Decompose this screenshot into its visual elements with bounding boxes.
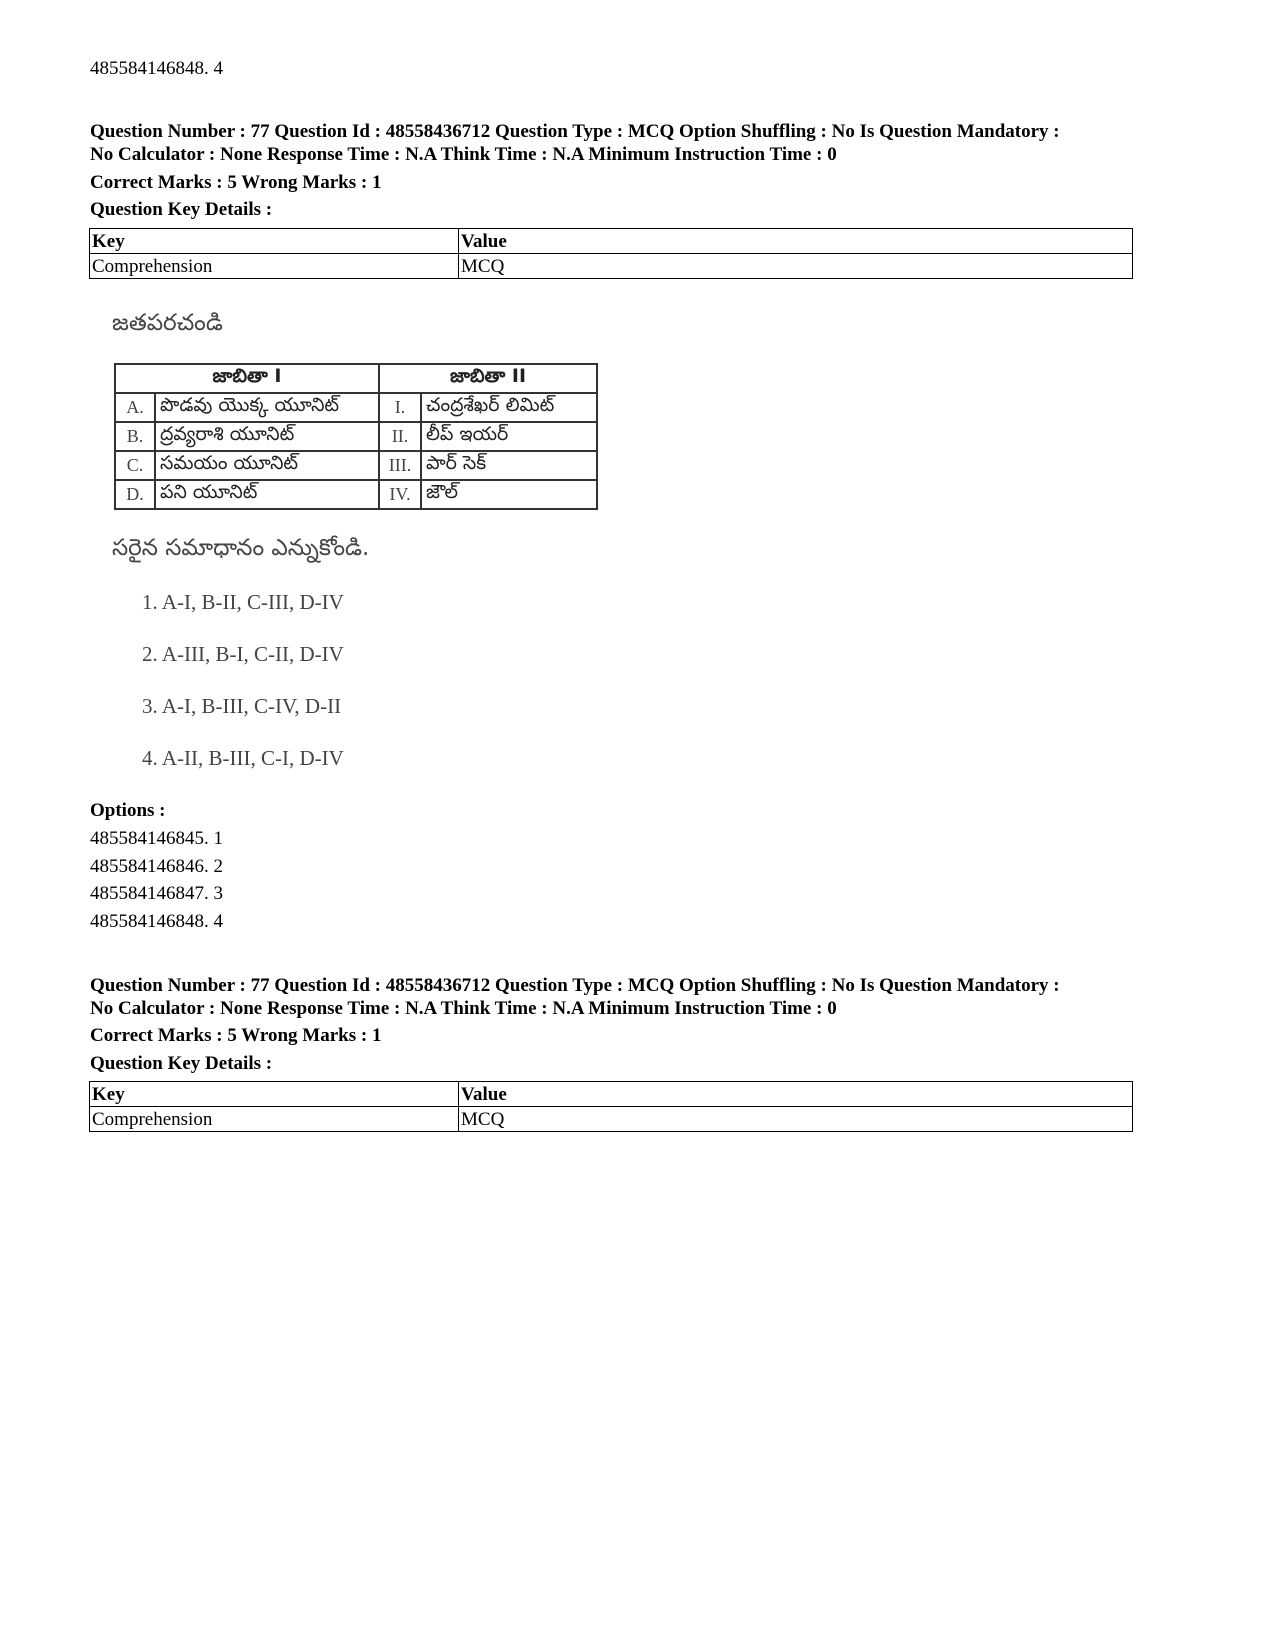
key-details-label: Question Key Details : <box>90 1053 273 1074</box>
list2-numeral: II. <box>379 422 421 451</box>
options-label: Options : <box>90 800 166 821</box>
list2-item: చంద్రశేఖర్ లిమిట్ <box>421 393 597 422</box>
list2-item: జౌల్ <box>421 480 597 509</box>
key-details-label: Question Key Details : <box>90 199 273 220</box>
match-row <box>115 451 597 480</box>
list2-header: జాబితా II <box>379 364 597 393</box>
match-table <box>114 363 598 510</box>
key-header: Key <box>90 1082 459 1107</box>
list2-numeral: I. <box>379 393 421 422</box>
choice-item: 2. A-III, B-I, C-II, D-IV <box>142 642 344 666</box>
match-row <box>115 422 597 451</box>
choice-item: 1. A-I, B-II, C-III, D-IV <box>142 590 344 614</box>
list1-letter: D. <box>115 480 155 509</box>
option-item: 485584146846. 2 <box>90 856 223 877</box>
option-item: 485584146847. 3 <box>90 883 223 904</box>
key-cell: Comprehension <box>90 1107 459 1132</box>
choice-item: 3. A-I, B-III, C-IV, D-II <box>142 694 342 718</box>
key-header: Key <box>90 229 459 254</box>
question-header-line-2: No Calculator : None Response Time : N.A Think Time : N.A Minimum Instruction Time : 0 <box>90 144 837 165</box>
list2-numeral: IV. <box>379 480 421 509</box>
list1-letter: B. <box>115 422 155 451</box>
answer-prompt: సరైన సమాధానం ఎన్నుకోండి. <box>112 535 370 561</box>
value-header: Value <box>459 1082 1133 1107</box>
option-item: 485584146845. 1 <box>90 828 223 849</box>
list1-item: సమయం యూనిట్ <box>155 451 379 480</box>
list1-letter: A. <box>115 393 155 422</box>
question-header-line-1: Question Number : 77 Question Id : 48558436712 Question Type : MCQ Option Shuffling : No Is Question Mandatory : <box>90 975 1060 996</box>
key-cell: Comprehension <box>90 254 459 279</box>
previous-option-line: 485584146848. 4 <box>90 58 223 79</box>
value-cell: MCQ <box>459 1107 1133 1132</box>
list1-item: ద్రవ్యరాశి యూనిట్ <box>155 422 379 451</box>
choice-item: 4. A-II, B-III, C-I, D-IV <box>142 746 344 770</box>
match-row <box>115 393 597 422</box>
list1-item: పని యూనిట్ <box>155 480 379 509</box>
marks-line: Correct Marks : 5 Wrong Marks : 1 <box>90 1025 382 1046</box>
list2-numeral: III. <box>379 451 421 480</box>
question-header-line-1: Question Number : 77 Question Id : 48558436712 Question Type : MCQ Option Shuffling : No Is Question Mandatory : <box>90 121 1060 142</box>
key-details-table <box>89 228 1133 279</box>
value-header: Value <box>459 229 1133 254</box>
question-header-line-2: No Calculator : None Response Time : N.A Think Time : N.A Minimum Instruction Time : 0 <box>90 998 837 1019</box>
list1-header: జాబితా I <box>115 364 379 393</box>
match-instruction: జతపరచండి <box>112 310 223 336</box>
list2-item: పార్ సెక్ <box>421 451 597 480</box>
marks-line: Correct Marks : 5 Wrong Marks : 1 <box>90 172 382 193</box>
list1-item: పొడవు యొక్క యూనిట్ <box>155 393 379 422</box>
match-row <box>115 480 597 509</box>
option-item: 485584146848. 4 <box>90 911 223 932</box>
key-details-table <box>89 1081 1133 1132</box>
list1-letter: C. <box>115 451 155 480</box>
list2-item: లీప్ ఇయర్ <box>421 422 597 451</box>
value-cell: MCQ <box>459 254 1133 279</box>
